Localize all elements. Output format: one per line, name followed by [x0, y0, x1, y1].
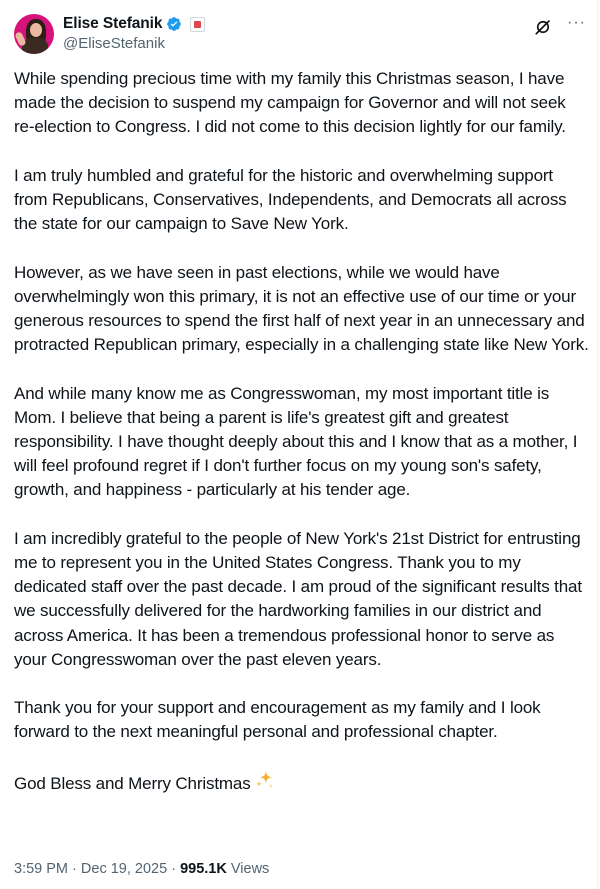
author-name-row: [63, 14, 205, 34]
views-count: 995.1K: [180, 861, 227, 877]
avatar[interactable]: [14, 14, 54, 54]
tweet-date[interactable]: Dec 19, 2025: [80, 861, 168, 877]
meta-separator: ·: [72, 861, 77, 877]
tweet-paragraph-5: I am incredibly grateful to the people of New York's 21st District for entrusting me to represent you in the United States Congress. Thank you to my dedicated staff over the past decade. I am proud of the significant results that we successfully delivered for the hardworking families in our district and across America. It has been a tremendous professional honor to serve as your Congresswoman over the past eleven years.: [14, 528, 582, 669]
tweet-text: [14, 67, 589, 820]
closing-line: God Bless and Merry Christmas: [14, 773, 251, 793]
tweet-meta: [14, 861, 269, 877]
views-label: Views: [230, 861, 270, 877]
sparkles-icon: [254, 769, 276, 791]
tweet-paragraph-6: Thank you for your support and encouragement as my family and I look forward to the next meaningful personal and professional chapter.: [14, 698, 541, 742]
tweet-time[interactable]: 3:59 PM: [14, 861, 68, 877]
tweet-paragraph-7: [14, 769, 589, 796]
author-handle[interactable]: @EliseStefanik: [63, 35, 165, 52]
verified-badge-icon[interactable]: [166, 16, 182, 32]
tweet-paragraph-4: And while many know me as Congresswoman, my most important title is Mom. I believe that being a parent is life's greatest gift and greatest responsibility. I have thought deeply about this and I know that as a mother, I will feel profound regret if I don't further focus on my young son's safety, growth, and happiness - particularly at his tender age.: [14, 383, 578, 500]
avatar-arm: [14, 31, 26, 47]
page-right-border: [597, 0, 598, 889]
tweet-paragraph-1: While spending precious time with my family this Christmas season, I have made the decision to suspend my campaign for Governor and will not seek re-election to Congress. I did not come to this decision lightly for our family.: [14, 69, 566, 137]
avatar-face: [30, 23, 42, 37]
tweet-header: [14, 14, 586, 56]
tweet-paragraph-3: However, as we have seen in past elections, while we would have overwhelmingly won this primary, it is not an effective use of our time or your generous resources to spend the first half of next year in an unnecessary and protracted Republican primary, especially in a challenging state like New York.: [14, 262, 589, 355]
author-display-name[interactable]: Elise Stefanik: [63, 15, 163, 32]
government-affiliation-badge-icon[interactable]: [190, 17, 205, 32]
avatar-body: [22, 38, 48, 54]
grok-icon[interactable]: [534, 18, 552, 36]
more-options-icon[interactable]: ···: [567, 14, 586, 31]
tweet-paragraph-2: I am truly humbled and grateful for the historic and overwhelming support from Republicans, Conservatives, Independents, and Democrats all across the state for our campaign to Save New York.: [14, 165, 567, 234]
meta-separator: ·: [171, 861, 177, 877]
